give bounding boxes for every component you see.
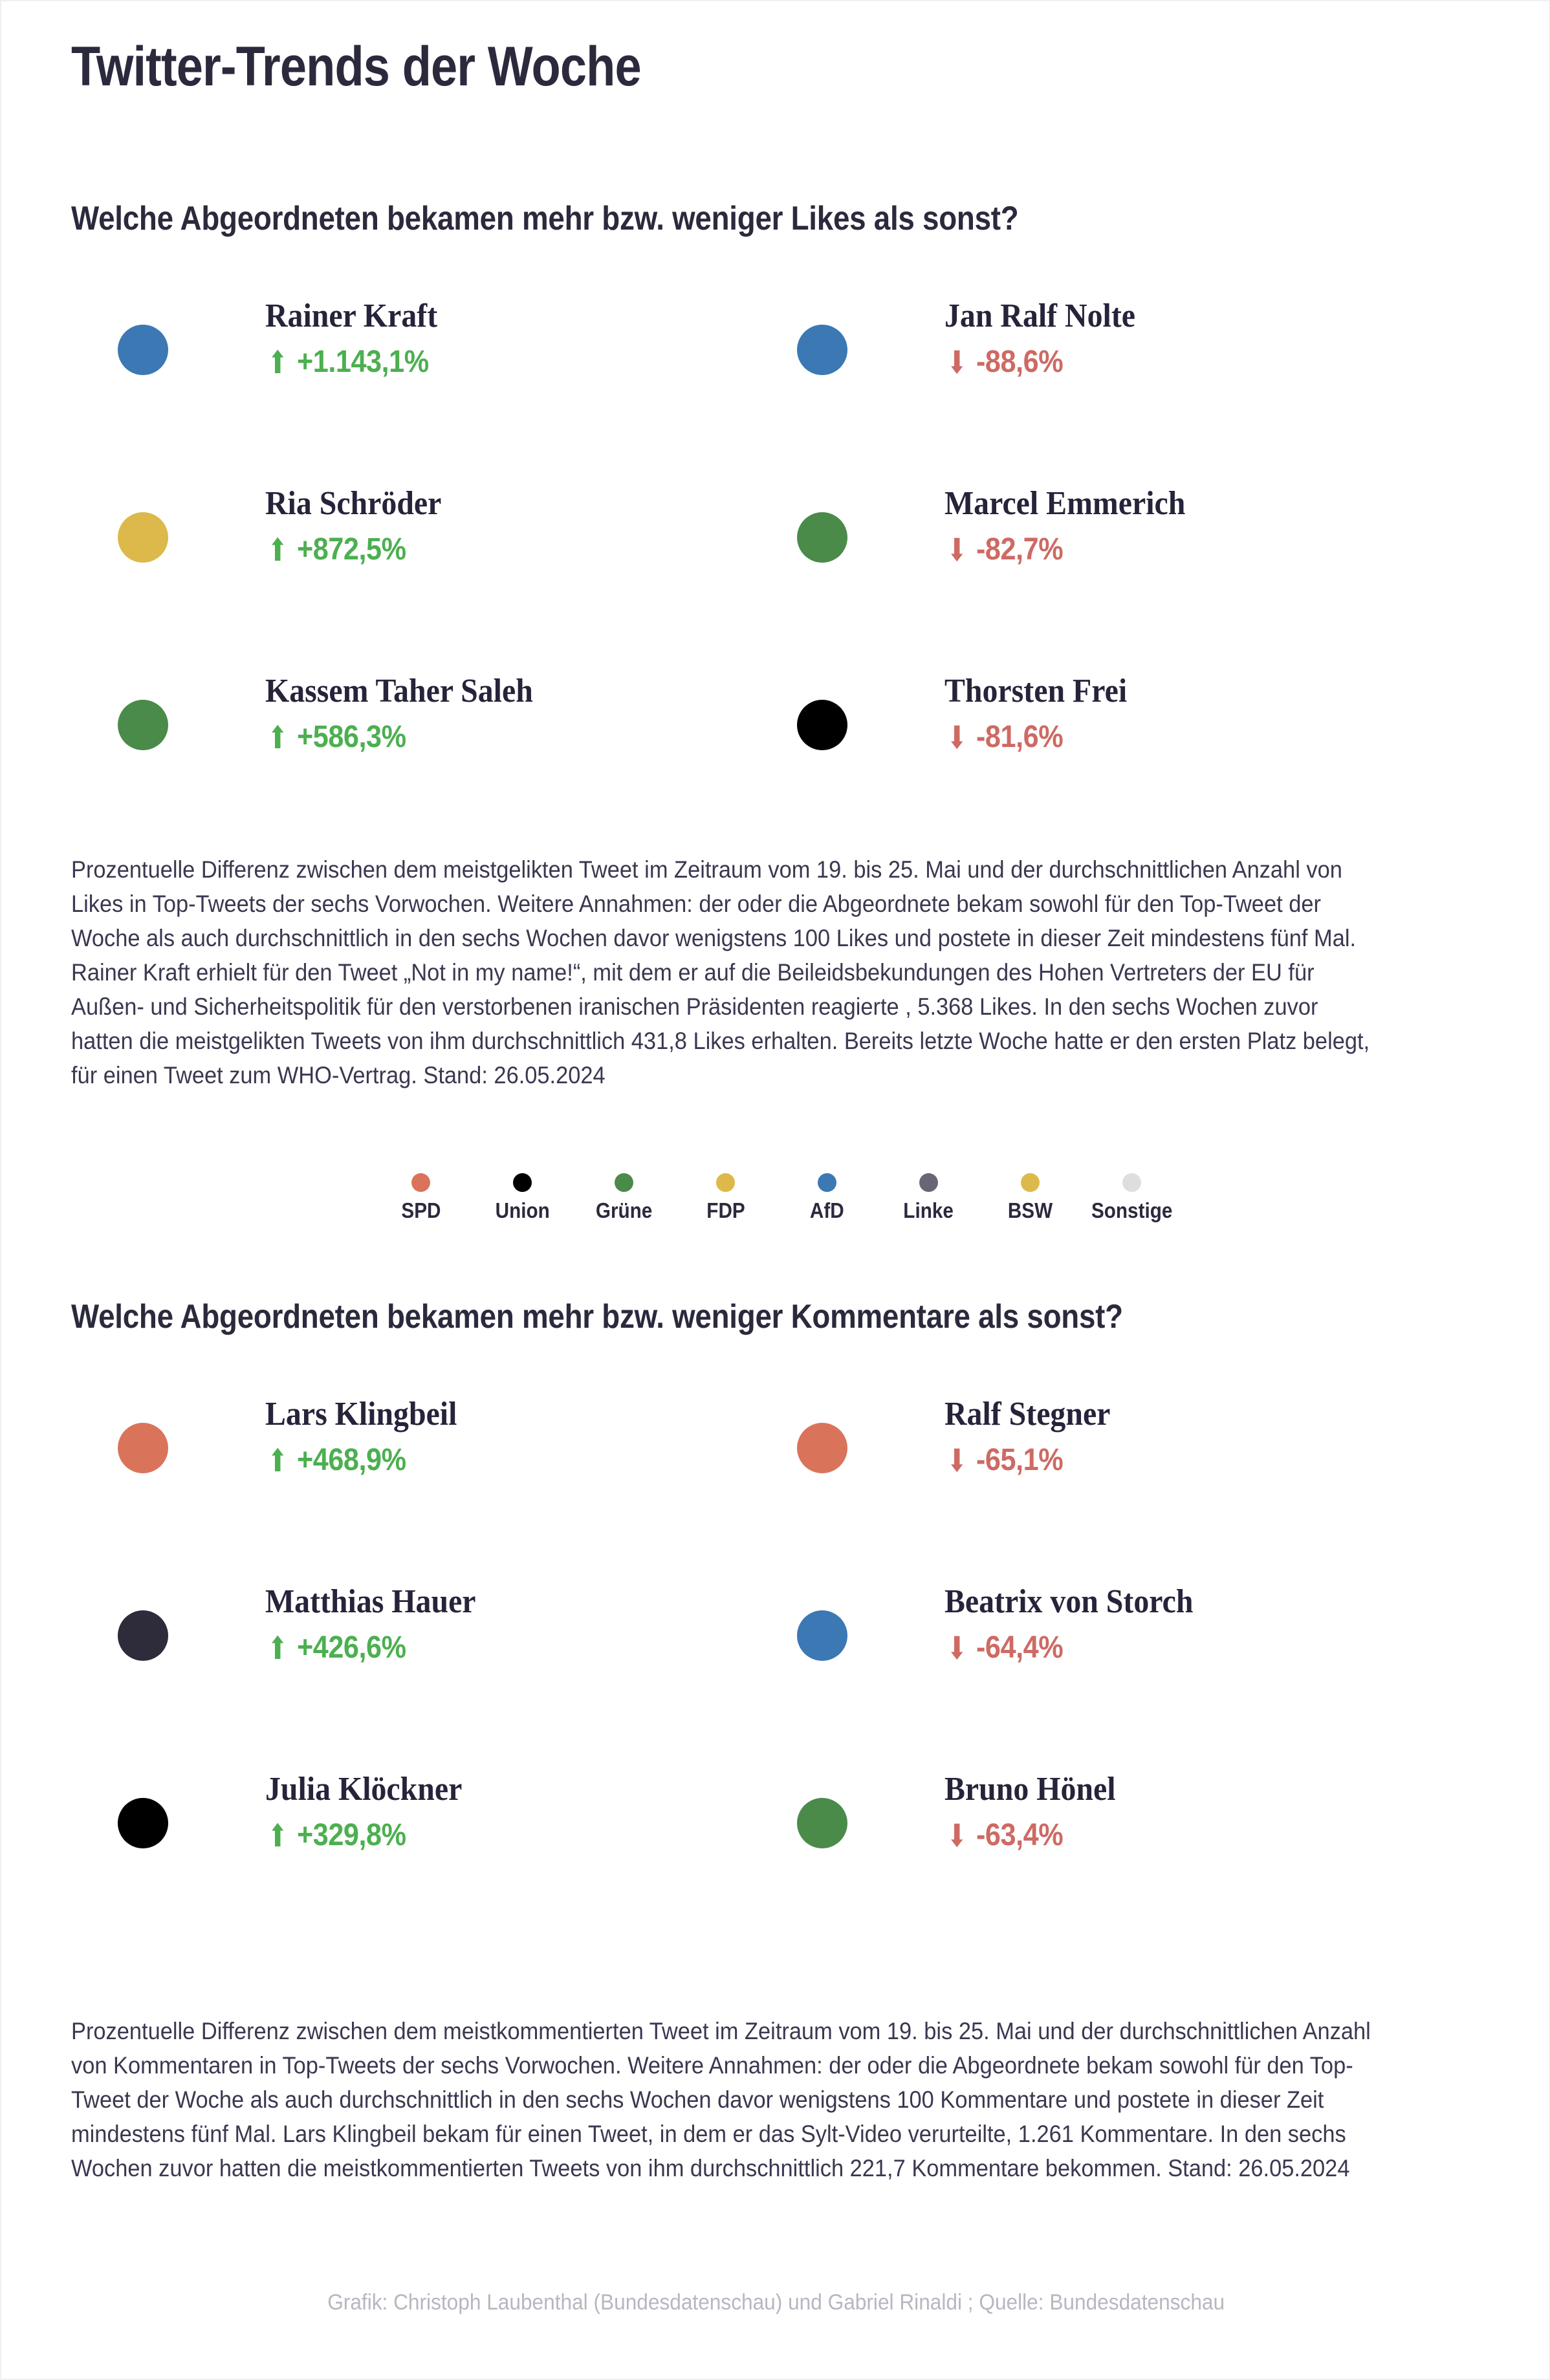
party-dot-icon [118,700,168,750]
person-card [85,294,797,429]
person-card [765,294,1476,429]
page-title: Twitter-Trends der Woche [71,36,641,98]
person-name: Jan Ralf Nolte [944,298,1135,334]
person-name: Beatrix von Storch [944,1583,1194,1620]
person-name: Matthias Hauer [265,1583,476,1620]
change-value [265,1629,418,1667]
legend-item-sonstige [1081,1173,1183,1221]
legend-dot-icon [1122,1173,1141,1192]
party-dot-icon [118,1610,168,1661]
percent-change: -65,1% [976,1443,1063,1477]
legend-dot-icon [716,1173,735,1192]
person-card [765,669,1476,805]
legend-label: AfD [810,1198,844,1222]
legend-label: Grüne [595,1198,653,1222]
person-card [765,1579,1476,1715]
legend-item-afd [776,1173,878,1221]
legend-dot-icon [1021,1173,1040,1192]
legend-label: FDP [706,1198,745,1222]
percent-change: +329,8% [296,1818,406,1852]
person-name: Kassem Taher Saleh [265,673,533,709]
legend-dot-icon [919,1173,938,1192]
person-name: Julia Klöckner [265,1771,463,1808]
percent-change: +586,3% [296,720,406,754]
person-name: Marcel Emmerich [944,485,1186,522]
legend-item-gruene [573,1173,675,1221]
legend-item-spd [370,1173,472,1221]
party-dot-icon [118,1798,168,1848]
credits-line [1,2289,1550,2316]
person-card [765,481,1476,617]
person-name: Bruno Hönel [944,1771,1116,1808]
arrow-up-icon: ⬆ [267,719,288,756]
percent-change: -63,4% [976,1818,1063,1852]
legend-label: Sonstige [1091,1198,1173,1222]
change-value [944,343,1073,381]
methodology-note-likes: Prozentuelle Differenz zwischen dem meistgelikten Tweet im Zeitraum vom 19. bis 25. Mai und der durchschnittlichen Anzahl von Likes in Top-Tweets der sechs Vorwochen. Weitere Annahmen: der oder die Abgeordnete bekam sowohl für den Top-Tweet der Woche als auch durchschnittlich in den sechs Wochen davor wenigstens 100 Likes und postete in dieser Zeit mindestens fünf Mal. Rainer Kraft erhielt für den Tweet „Not in my name!“, mit dem er auf die Beileidsbekundungen des Hohen Vertreters der EU für Außen- und Sicherheitspolitik für den verstorbenen iranischen Präsidenten reagierte , 5.368 Likes. In den sechs Wochen zuvor hatten die meistgelikten Tweets von ihm durchschnittlich 431,8 Likes erhalten. Bereits letzte Woche hatte er den ersten Platz belegt, für einen Tweet zum WHO-Vertrag. Stand: 26.05.2024 [71,856,1370,1088]
legend-label: Linke [903,1198,954,1222]
percent-change: -64,4% [976,1630,1063,1665]
person-card [85,481,797,617]
person-card [85,1767,797,1903]
party-dot-icon [797,1798,847,1848]
section-heading-likes: Welche Abgeordneten bekamen mehr bzw. weniger Likes als sonst? [71,200,1019,237]
change-value [944,1629,1073,1667]
legend-item-fdp [675,1173,776,1221]
person-name: Lars Klingbeil [265,1396,457,1433]
person-name: Ralf Stegner [944,1396,1111,1433]
legend-item-bsw [979,1173,1081,1221]
section-heading-comments: Welche Abgeordneten bekamen mehr bzw. weniger Kommentare als sonst? [71,1298,1123,1336]
party-dot-icon [797,325,847,375]
arrow-up-icon: ⬆ [267,531,288,568]
change-value [944,1817,1073,1854]
arrow-down-icon: ⬇ [946,1629,967,1667]
legend-label: SPD [400,1198,441,1222]
arrow-down-icon: ⬇ [946,719,967,756]
person-card [85,669,797,805]
legend-dot-icon [615,1173,633,1192]
legend-item-union [472,1173,573,1221]
change-value [265,719,418,756]
person-name: Rainer Kraft [265,298,438,334]
person-card [85,1392,797,1528]
legend-item-linke [878,1173,979,1221]
party-dot-icon [118,1423,168,1473]
arrow-down-icon: ⬇ [946,531,967,568]
percent-change: -81,6% [976,720,1063,754]
person-card [765,1767,1476,1903]
party-legend [1,1173,1550,1221]
person-card [765,1392,1476,1528]
arrow-up-icon: ⬆ [267,1629,288,1667]
person-name: Thorsten Frei [944,673,1128,709]
change-value [265,1442,418,1479]
percent-change: +1.143,1% [296,345,429,379]
percent-change: +468,9% [296,1443,406,1477]
person-card [85,1579,797,1715]
change-value [265,1817,418,1854]
party-dot-icon [797,1423,847,1473]
arrow-up-icon: ⬆ [267,1817,288,1854]
change-value [265,343,443,381]
change-value [944,719,1073,756]
party-dot-icon [797,700,847,750]
legend-dot-icon [411,1173,430,1192]
arrow-up-icon: ⬆ [267,343,288,381]
arrow-down-icon: ⬇ [946,1817,967,1854]
legend-label: BSW [1007,1198,1053,1222]
change-value [944,531,1073,568]
percent-change: +872,5% [296,532,406,567]
credits-text: Grafik: Christoph Laubenthal (Bundesdatenschau) und Gabriel Rinaldi ; Quelle: Bundesdatenschau [327,2290,1225,2315]
legend-dot-icon [818,1173,836,1192]
party-dot-icon [118,512,168,563]
change-value [944,1442,1073,1479]
percent-change: +426,6% [296,1630,406,1665]
change-value [265,531,418,568]
arrow-up-icon: ⬆ [267,1442,288,1479]
methodology-note-comments: Prozentuelle Differenz zwischen dem meistkommentierten Tweet im Zeitraum vom 19. bis 25. Mai und der durchschnittlichen Anzahl von Kommentaren in Top-Tweets der sechs Vorwochen. Weitere Annahmen: der oder die Abgeordnete bekam sowohl für den Top-Tweet der Woche als auch durchschnittlich in den sechs Wochen davor wenigstens 100 Kommentare und postete in dieser Zeit mindestens fünf Mal. Lars Klingbeil bekam für einen Tweet, in dem er das Sylt-Video verurteilte, 1.261 Kommentare. In den sechs Wochen zuvor hatten die meistkommentierten Tweets von ihm durchschnittlich 221,7 Kommentare bekommen. Stand: 26.05.2024 [71,2018,1371,2181]
party-dot-icon [797,1610,847,1661]
legend-dot-icon [513,1173,532,1192]
percent-change: -88,6% [976,345,1063,379]
party-dot-icon [797,512,847,563]
percent-change: -82,7% [976,532,1063,567]
person-name: Ria Schröder [265,485,442,522]
arrow-down-icon: ⬇ [946,1442,967,1479]
legend-label: Union [495,1198,550,1222]
arrow-down-icon: ⬇ [946,343,967,381]
party-dot-icon [118,325,168,375]
